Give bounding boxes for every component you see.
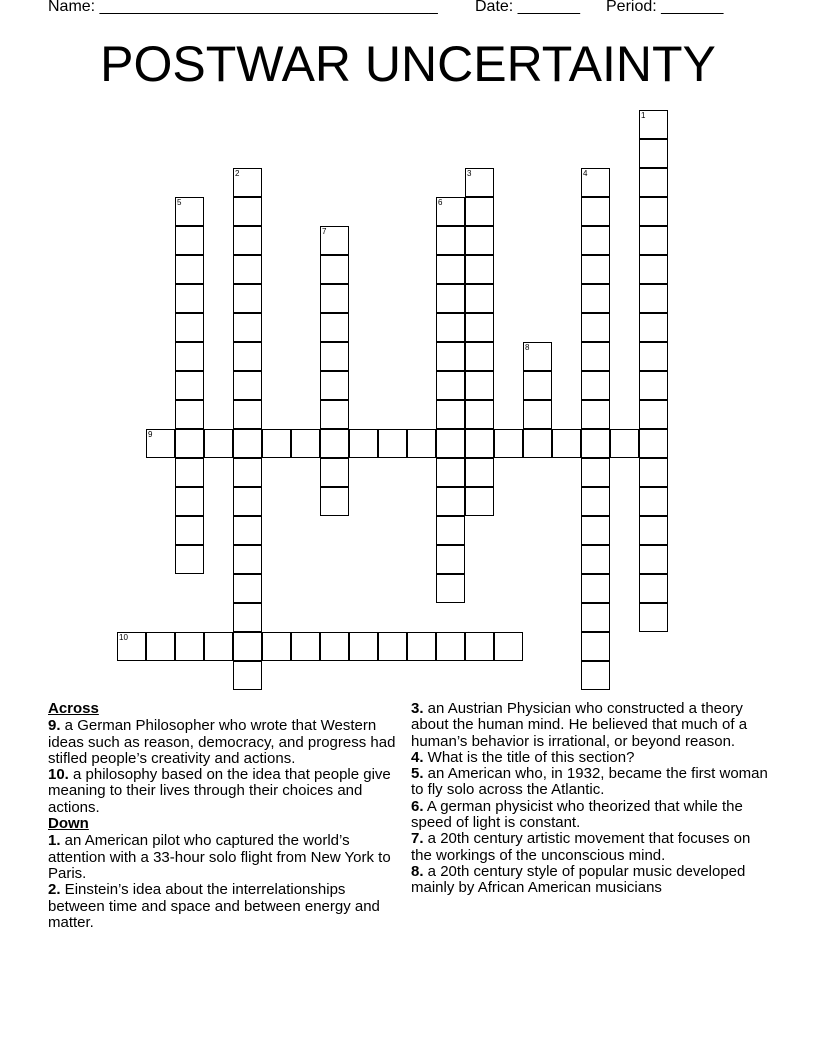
crossword-cell[interactable] [175,342,204,371]
crossword-cell[interactable] [465,632,494,661]
clue-item-number: 10. [48,766,69,784]
crossword-cell[interactable] [436,545,465,574]
clue-item-text: a 20th century artistic movement that focuses on the workings of the unconscious mind. [411,830,751,864]
clue-item-number: 4. [411,748,424,766]
crossword-cell[interactable] [494,632,523,661]
clue-item [411,864,771,897]
clue-number: 2 [235,169,240,178]
clue-item-number: 5. [411,765,424,783]
crossword-cell[interactable] [581,400,610,429]
crossword-cell[interactable] [436,400,465,429]
clue-item [48,882,404,931]
crossword-cell[interactable] [233,371,262,400]
crossword-cell[interactable] [146,429,175,458]
crossword-cell[interactable] [494,429,523,458]
crossword-cell[interactable] [581,603,610,632]
crossword-cell[interactable] [436,487,465,516]
crossword-cell[interactable] [175,226,204,255]
crossword-cell[interactable] [117,632,146,661]
crossword-cell[interactable] [639,168,668,197]
crossword-cell[interactable] [378,632,407,661]
crossword-cell[interactable] [233,516,262,545]
crossword-cell[interactable] [233,661,262,690]
crossword-cell[interactable] [175,632,204,661]
crossword-cell[interactable] [320,226,349,255]
crossword-cell[interactable] [204,429,233,458]
crossword-cell[interactable] [233,574,262,603]
crossword-cell[interactable] [465,284,494,313]
crossword-cell[interactable] [175,255,204,284]
crossword-cell[interactable] [465,197,494,226]
crossword-cell[interactable] [639,603,668,632]
date-field[interactable]: Date: _______ [475,0,580,15]
clue-item [48,833,404,882]
crossword-cell[interactable] [233,487,262,516]
crossword-cell[interactable] [175,487,204,516]
crossword-cell[interactable] [233,458,262,487]
clue-item-number: 7. [411,830,424,848]
crossword-cell[interactable] [233,197,262,226]
crossword-cell[interactable] [581,197,610,226]
crossword-cell[interactable] [639,139,668,168]
clue-item-text: a 20th century style of popular music developed mainly by African American musicians [411,862,746,897]
crossword-cell[interactable] [233,429,262,458]
crossword-cell[interactable] [175,197,204,226]
clue-item [411,766,771,799]
clue-item [411,831,771,864]
crossword-cell[interactable] [639,371,668,400]
crossword-cell[interactable] [610,429,639,458]
crossword-cell[interactable] [436,632,465,661]
crossword-cell[interactable] [233,255,262,284]
crossword-cell[interactable] [291,632,320,661]
crossword-cell[interactable] [320,487,349,516]
clue-item-text: an American pilot who captured the world’s attention with a 33-hour solo flight from New York to Paris. [48,832,391,882]
crossword-cell[interactable] [262,429,291,458]
crossword-cell[interactable] [639,429,668,458]
crossword-cell[interactable] [320,284,349,313]
crossword-cell[interactable] [639,110,668,139]
crossword-cell[interactable] [639,313,668,342]
clues-left-column [48,701,404,931]
crossword-cell[interactable] [436,342,465,371]
clue-item-number: 8. [411,862,424,880]
crossword-cell[interactable] [436,458,465,487]
crossword-cell[interactable] [407,429,436,458]
crossword-cell[interactable] [349,429,378,458]
crossword-cell[interactable] [639,487,668,516]
clue-number: 1 [641,111,646,120]
crossword-cell[interactable] [233,313,262,342]
crossword-cell[interactable] [581,168,610,197]
crossword-cell[interactable] [233,342,262,371]
down-clue-list-continued [411,701,771,897]
crossword-cell[interactable] [233,545,262,574]
crossword-cell[interactable] [175,516,204,545]
crossword-cell[interactable] [233,168,262,197]
crossword-cell[interactable] [639,342,668,371]
crossword-cell[interactable] [320,632,349,661]
crossword-cell[interactable] [581,255,610,284]
crossword-cell[interactable] [436,226,465,255]
clue-item-number: 3. [411,700,424,717]
crossword-cell[interactable] [175,313,204,342]
crossword-cell[interactable] [465,342,494,371]
crossword-cell[interactable] [581,661,610,690]
crossword-cell[interactable] [233,284,262,313]
crossword-cell[interactable] [204,632,233,661]
clue-number: 10 [119,633,128,642]
crossword-cell[interactable] [581,458,610,487]
name-field[interactable]: Name: ______________________________________ [48,0,438,15]
crossword-cell[interactable] [233,400,262,429]
crossword-cell[interactable] [581,516,610,545]
period-field[interactable]: Period: _______ [606,0,724,15]
crossword-cell[interactable] [436,284,465,313]
crossword-cell[interactable] [436,516,465,545]
crossword-cell[interactable] [465,487,494,516]
clue-number: 9 [148,430,153,439]
clue-number: 3 [467,169,472,178]
crossword-cell[interactable] [175,458,204,487]
clue-item-number: 6. [411,797,424,815]
across-clue-list [48,718,404,816]
clue-item-text: an American who, in 1932, became the first woman to fly solo across the Atlantic. [411,765,768,799]
crossword-cell[interactable] [523,400,552,429]
crossword-cell[interactable] [581,313,610,342]
clues-right-column [411,701,771,897]
crossword-cell[interactable] [320,255,349,284]
clue-item-text: A german physicist who theorized that while the speed of light is constant. [411,797,743,832]
crossword-cell[interactable] [552,429,581,458]
crossword-cell[interactable] [523,371,552,400]
across-heading: Across [48,700,99,717]
crossword-cell[interactable] [523,429,552,458]
down-heading: Down [48,815,89,833]
crossword-cell[interactable] [320,342,349,371]
crossword-cell[interactable] [175,545,204,574]
crossword-cell[interactable] [639,197,668,226]
crossword-cell[interactable] [175,429,204,458]
crossword-cell[interactable] [175,400,204,429]
crossword-cell[interactable] [465,429,494,458]
clue-item-number: 2. [48,881,61,899]
crossword-cell[interactable] [320,313,349,342]
clue-item-text: What is the title of this section? [423,748,635,766]
clue-item [411,701,771,750]
crossword-cell[interactable] [581,632,610,661]
crossword-cell[interactable] [523,342,552,371]
crossword-cell[interactable] [320,400,349,429]
clue-number: 7 [322,227,327,236]
crossword-cell[interactable] [639,255,668,284]
crossword-cell[interactable] [175,371,204,400]
clue-item-number: 1. [48,832,61,850]
crossword-cell[interactable] [639,545,668,574]
crossword-cell[interactable] [581,371,610,400]
crossword-cell[interactable] [233,603,262,632]
crossword-cell[interactable] [436,574,465,603]
clue-item-text: an Austrian Physician who constructed a theory about the human mind. He believed that much of a human’s behavior is irrational, or beyond reason. [411,700,748,750]
crossword-cell[interactable] [436,371,465,400]
crossword-cell[interactable] [581,284,610,313]
crossword-cell[interactable] [378,429,407,458]
clue-item [48,767,404,816]
crossword-cell[interactable] [581,226,610,255]
crossword-cell[interactable] [465,226,494,255]
clue-number: 5 [177,198,182,207]
clue-item [411,799,771,832]
crossword-cell[interactable] [465,400,494,429]
crossword-cell[interactable] [436,313,465,342]
crossword-cell[interactable] [639,574,668,603]
crossword-cell[interactable] [320,458,349,487]
crossword-cell[interactable] [262,632,291,661]
clue-number: 8 [525,343,530,352]
crossword-cell[interactable] [175,284,204,313]
crossword-cell[interactable] [581,574,610,603]
crossword-cell[interactable] [436,255,465,284]
crossword-cell[interactable] [639,284,668,313]
clue-number: 4 [583,169,588,178]
clue-item [48,718,404,767]
crossword-cell[interactable] [465,458,494,487]
crossword-cell[interactable] [349,632,378,661]
crossword-cell[interactable] [639,400,668,429]
crossword-cell[interactable] [436,429,465,458]
crossword-cell[interactable] [639,458,668,487]
page-title: POSTWAR UNCERTAINTY [100,36,716,92]
crossword-cell[interactable] [233,632,262,661]
crossword-cell[interactable] [465,371,494,400]
crossword-cell[interactable] [320,429,349,458]
crossword-cell[interactable] [436,197,465,226]
crossword-cell[interactable] [407,632,436,661]
crossword-cell[interactable] [291,429,320,458]
clue-item-text: a philosophy based on the idea that people give meaning to their lives through their choices and actions. [48,766,391,816]
crossword-cell[interactable] [581,487,610,516]
clue-number: 6 [438,198,443,207]
crossword-cell[interactable] [465,168,494,197]
crossword-cell[interactable] [639,226,668,255]
crossword-cell[interactable] [581,429,610,458]
crossword-cell[interactable] [233,226,262,255]
crossword-cell[interactable] [465,313,494,342]
clue-item-number: 9. [48,717,61,735]
clue-item [411,750,771,766]
crossword-cell[interactable] [639,516,668,545]
clue-item-text: a German Philosopher who wrote that Western ideas such as reason, democracy, and progress had stifled people’s creativity and actions. [48,717,396,767]
crossword-cell[interactable] [146,632,175,661]
down-clue-list [48,833,404,931]
crossword-cell[interactable] [465,255,494,284]
clue-item-text: Einstein’s idea about the interrelationships between time and space and between energy and matter. [48,881,380,931]
crossword-cell[interactable] [320,371,349,400]
crossword-cell[interactable] [581,342,610,371]
crossword-cell[interactable] [581,545,610,574]
